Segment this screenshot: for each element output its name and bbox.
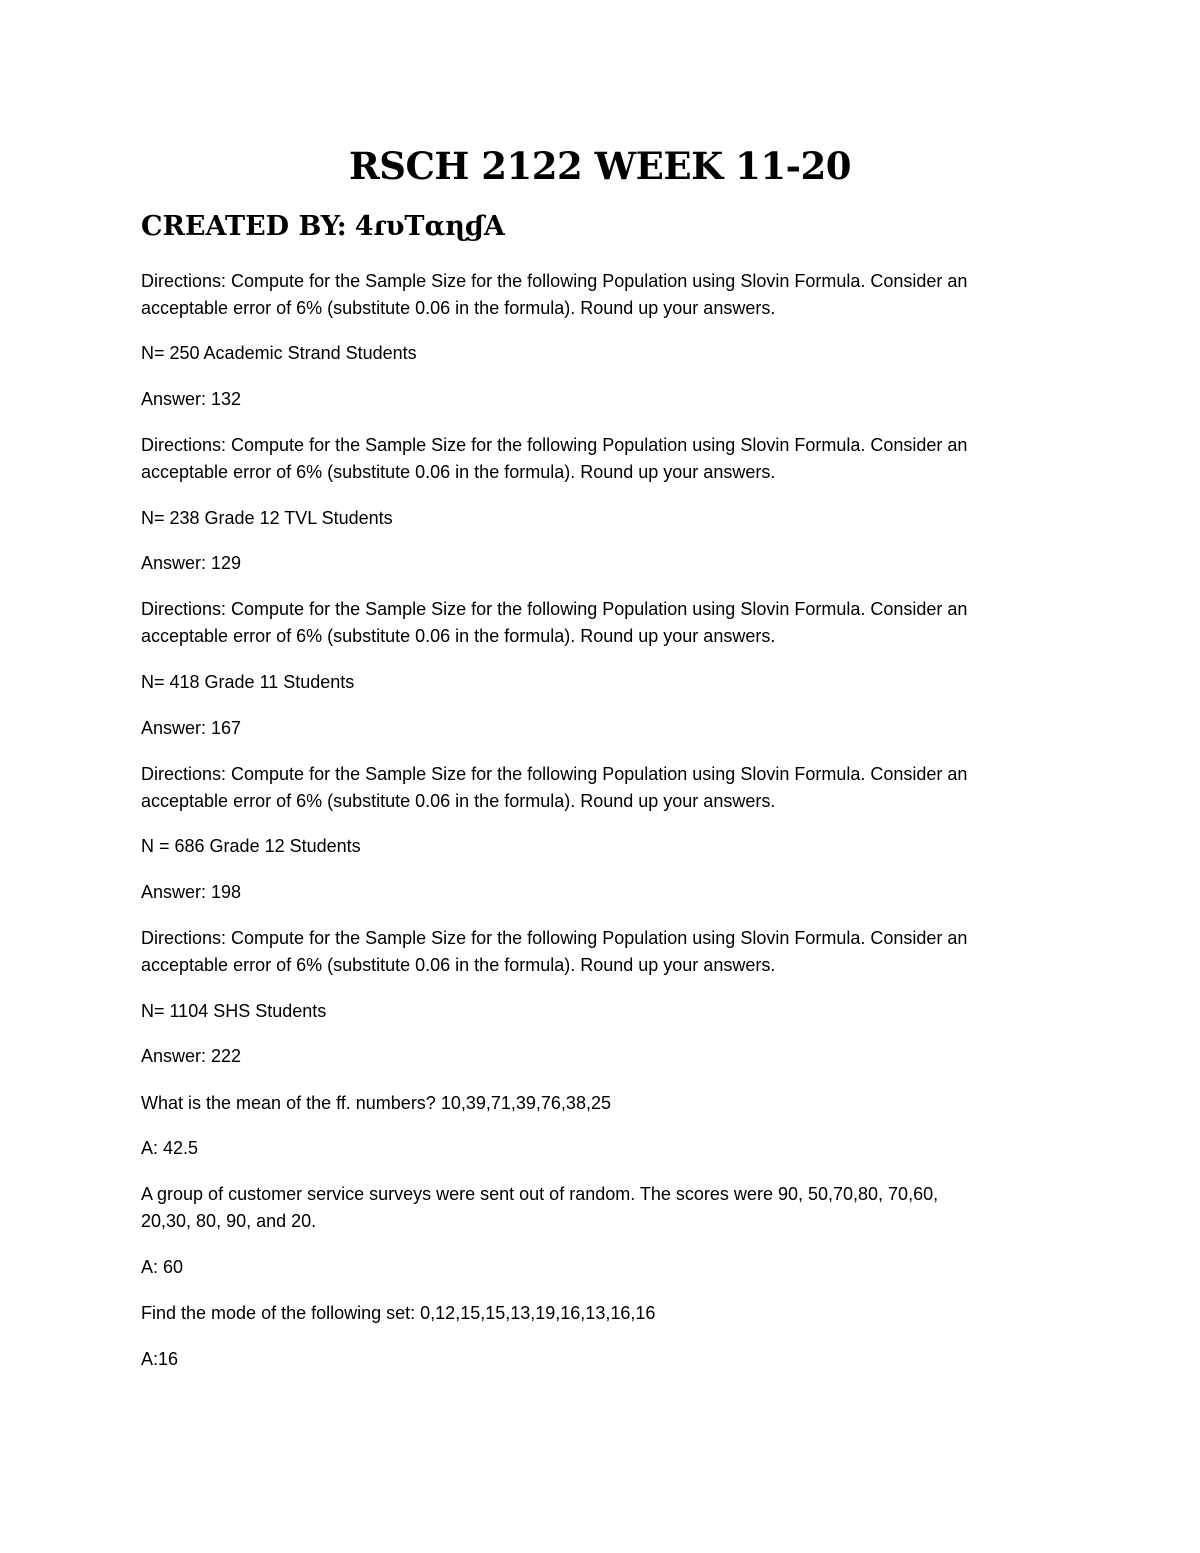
directions-paragraph	[141, 925, 1061, 979]
created-by-line	[141, 205, 505, 249]
directions-line: acceptable error of 6% (substitute 0.06 in the formula). Round up your answers.	[141, 298, 776, 318]
created-by-label: CREATED BY:	[141, 211, 347, 242]
answer-line: Answer: 167	[141, 718, 242, 738]
directions-line: acceptable error of 6% (substitute 0.06 in the formula). Round up your answers.	[141, 626, 776, 646]
directions-line: Directions: Compute for the Sample Size for the following Population using Slovin Formula. Consider an	[141, 271, 968, 291]
directions-paragraph	[141, 596, 1061, 650]
answer-mode: A:16	[141, 1349, 179, 1369]
population-line: N= 238 Grade 12 TVL Students	[141, 508, 393, 528]
created-by-author: 4ɾυTαɳɠA	[354, 211, 505, 242]
population-line: N= 1104 SHS Students	[141, 1001, 327, 1021]
answer-mean: A: 42.5	[141, 1138, 199, 1158]
directions-paragraph	[141, 432, 1061, 486]
question-survey	[141, 1181, 1061, 1235]
directions-line: acceptable error of 6% (substitute 0.06 in the formula). Round up your answers.	[141, 791, 776, 811]
answer-survey: A: 60	[141, 1257, 184, 1277]
question-mode: Find the mode of the following set: 0,12,15,15,13,19,16,13,16,16	[141, 1303, 656, 1323]
document-title: RSCH 2122 WEEK 11-20	[349, 144, 851, 188]
answer-line: Answer: 222	[141, 1046, 242, 1066]
directions-paragraph	[141, 761, 1061, 815]
directions-line: Directions: Compute for the Sample Size for the following Population using Slovin Formula. Consider an	[141, 928, 968, 948]
question-survey-line: 20,30, 80, 90, and 20.	[141, 1211, 317, 1231]
answer-line: Answer: 198	[141, 882, 242, 902]
question-mean: What is the mean of the ff. numbers? 10,39,71,39,76,38,25	[141, 1093, 611, 1113]
directions-line: Directions: Compute for the Sample Size for the following Population using Slovin Formula. Consider an	[141, 764, 968, 784]
directions-line: Directions: Compute for the Sample Size for the following Population using Slovin Formula. Consider an	[141, 599, 968, 619]
question-survey-line: A group of customer service surveys were sent out of random. The scores were 90, 50,70,80, 70,60,	[141, 1184, 939, 1204]
answer-line: Answer: 129	[141, 553, 242, 573]
directions-line: Directions: Compute for the Sample Size for the following Population using Slovin Formula. Consider an	[141, 435, 968, 455]
answer-line: Answer: 132	[141, 389, 242, 409]
population-line: N = 686 Grade 12 Students	[141, 836, 361, 856]
population-line: N= 250 Academic Strand Students	[141, 343, 417, 363]
directions-line: acceptable error of 6% (substitute 0.06 in the formula). Round up your answers.	[141, 462, 776, 482]
directions-paragraph	[141, 268, 1061, 322]
directions-line: acceptable error of 6% (substitute 0.06 in the formula). Round up your answers.	[141, 955, 776, 975]
population-line: N= 418 Grade 11 Students	[141, 672, 355, 692]
